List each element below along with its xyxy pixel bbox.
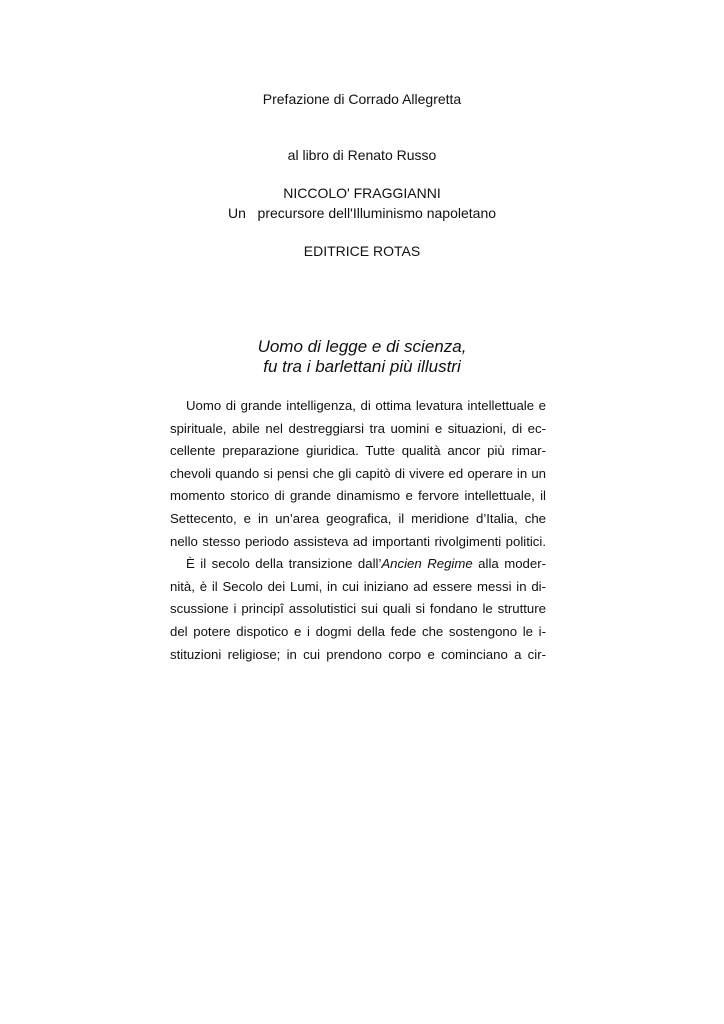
body-paragraphs bbox=[170, 395, 546, 666]
article-title-line-2: fu tra i barlettani più illustri bbox=[263, 357, 461, 376]
body-line: nità, è il Secolo dei Lumi, in cui iniziano ad essere messi in di- bbox=[170, 578, 546, 594]
book-author-line: al libro di Renato Russo bbox=[287, 147, 437, 163]
body-line-part: È il secolo della transizione dall’ bbox=[186, 556, 382, 572]
body-line: nello stesso periodo assisteva ad importanti rivolgimenti politici. bbox=[170, 533, 546, 549]
body-line: scussione i principî assolutistici sui quali si fondano le strutture bbox=[170, 601, 546, 617]
book-subtitle: Un precursore dell'Illuminismo napoletano bbox=[227, 205, 497, 221]
publisher-name: EDITRICE ROTAS bbox=[303, 243, 421, 259]
body-line: del potere dispotico e i dogmi della fede che sostengono le i- bbox=[170, 623, 546, 639]
body-line: chevoli quando si pensi che gli capitò di vivere ed operare in un bbox=[170, 465, 546, 481]
italic-term: Ancien Regime bbox=[381, 556, 473, 572]
preface-line: Prefazione di Corrado Allegretta bbox=[262, 91, 462, 107]
body-line: momento storico di grande dinamismo e fervore intellettuale, il bbox=[170, 488, 546, 504]
body-line: Uomo di grande intelligenza, di ottima levatura intellettuale e bbox=[186, 398, 546, 413]
body-line: spirituale, abile nel destreggiarsi tra uomini e situazioni, di ec- bbox=[170, 420, 546, 436]
book-title: NICCOLO' FRAGGIANNI bbox=[283, 185, 441, 201]
body-line-part: alla moder- bbox=[472, 556, 546, 572]
body-line: stituzioni religiose; in cui prendono corpo e cominciano a cir- bbox=[170, 646, 546, 662]
body-line bbox=[170, 553, 546, 576]
article-title-line-1: Uomo di legge e di scienza, bbox=[257, 337, 467, 356]
body-line: Settecento, e in un’area geografica, il meridione d’Italia, che bbox=[170, 510, 546, 526]
body-line: cellente preparazione giuridica. Tutte qualità ancor più rimar- bbox=[170, 443, 546, 459]
